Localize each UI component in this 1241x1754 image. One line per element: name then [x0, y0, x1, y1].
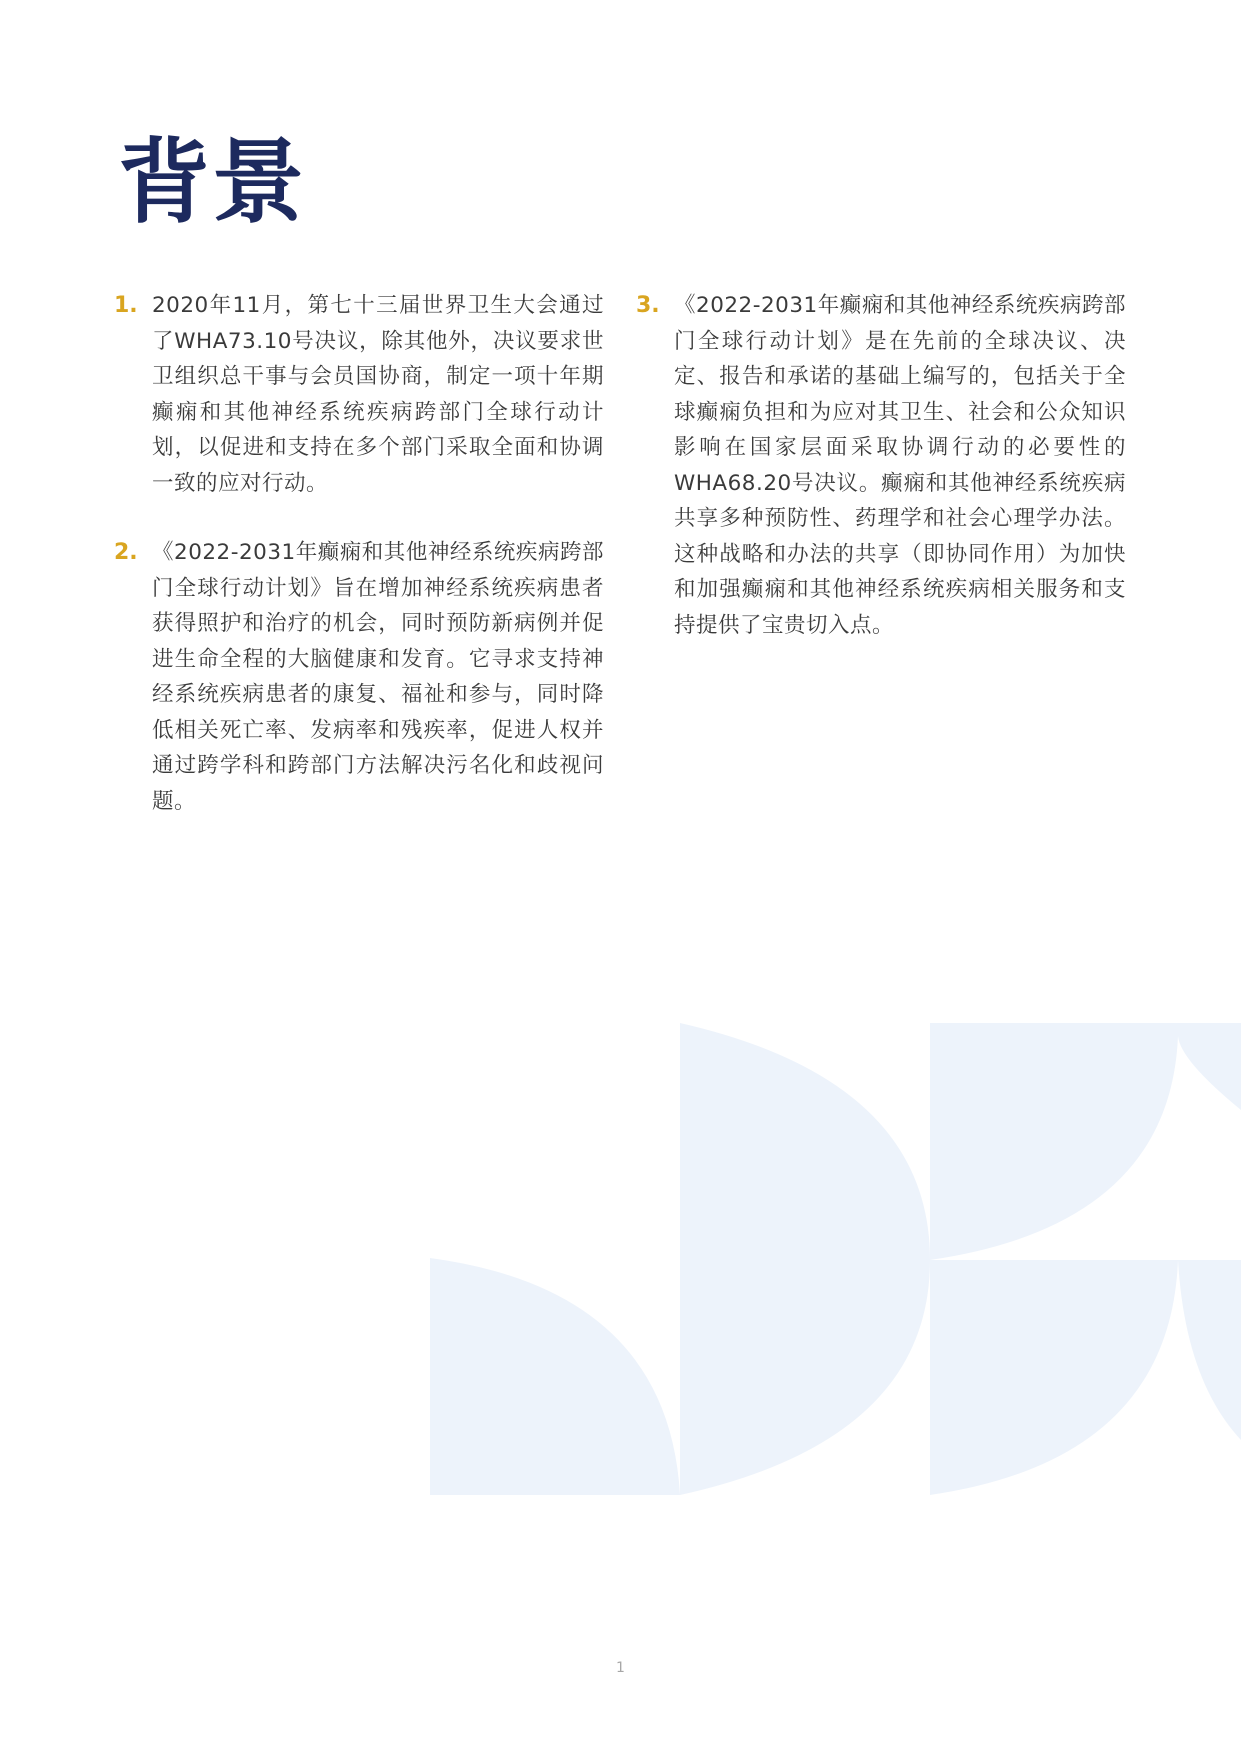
item-text: 《2022-2031年癫痫和其他神经系统疾病跨部门全球行动计划》旨在增加神经系统疾病患者获得照护和治疗的机会，同时预防新病例并促进生命全程的大脑健康和发育。它寻求支持神经系统疾病患者的康复、福祉和参与，同时降低相关死亡率、发病率和残疾率，促进人权并通过跨学科和跨部门方法解决污名化和歧视问题。 [152, 540, 604, 814]
decor-shape-right-edge-sliver [1178, 1260, 1241, 1440]
decor-shape-lower-left-quarter [430, 1258, 680, 1495]
list-item-2 [114, 535, 604, 819]
list-item-3 [636, 288, 1126, 643]
item-text: 《2022-2031年癫痫和其他神经系统疾病跨部门全球行动计划》是在先前的全球决议、决定、报告和承诺的基础上编写的，包括关于全球癫痫负担和为应对其卫生、社会和公众知识影响在国家层面采取协调行动的必要性的WHA68.20号决议。癫痫和其他神经系统疾病共享多种预防性、药理学和社会心理学办法。这种战略和办法的共享（即协同作用）为加快和加强癫痫和其他神经系统疾病相关服务和支持提供了宝贵切入点。 [674, 293, 1126, 638]
page-number: 1 [616, 1660, 625, 1676]
item-number: 2. [114, 540, 138, 565]
item-number: 1. [114, 293, 138, 318]
item-text: 2020年11月，第七十三届世界卫生大会通过了WHA73.10号决议，除其他外，决议要求世卫组织总干事与会员国协商，制定一项十年期癫痫和其他神经系统疾病跨部门全球行动计划，以促进和支持在多个部门采取全面和协调一致的应对行动。 [152, 293, 604, 496]
left-column [114, 288, 604, 853]
decor-shape-tall-dome [680, 1023, 930, 1495]
page-title: 背景 [118, 129, 307, 236]
right-column [636, 288, 1126, 677]
item-number: 3. [636, 293, 660, 318]
decor-shape-lower-right-quarter [930, 1260, 1178, 1495]
list-item-1 [114, 288, 604, 501]
decor-shape-upper-right-cutout [930, 1023, 1241, 1260]
